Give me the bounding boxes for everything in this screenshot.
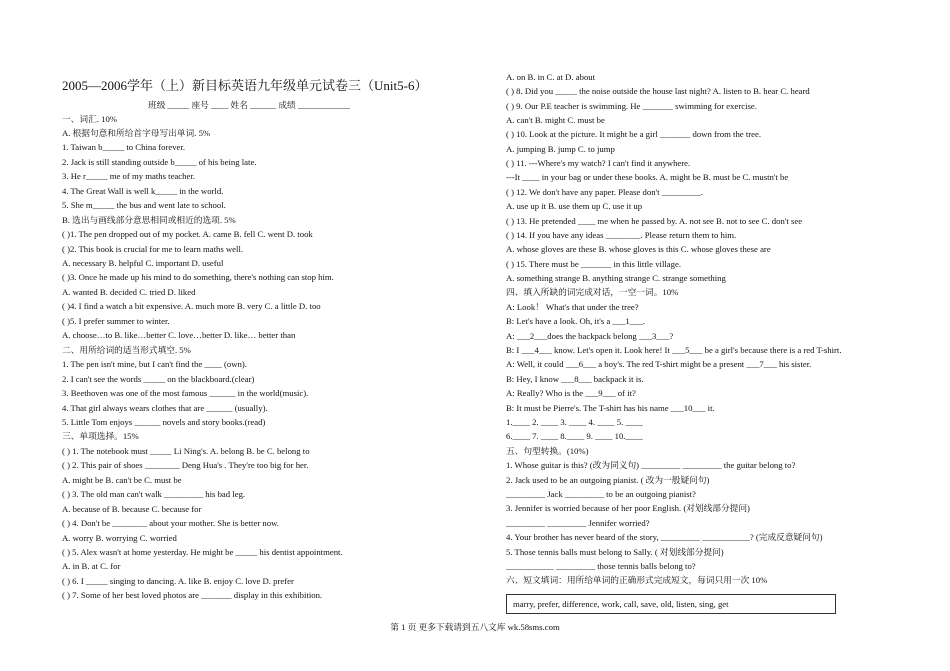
answer-line: _________ _________ Jennifer worried? (506, 518, 650, 528)
dialogue-line: B: Let's have a look. Oh, it's a ___1___. (506, 316, 645, 326)
option-line: A. because of B. because C. because for (62, 504, 202, 514)
question-line: 3. Beethoven was one of the most famous ______ in the world(music). (62, 388, 309, 398)
option-line: A. jumping B. jump C. to jump (506, 144, 615, 154)
option-line: A. might be B. can't be C. must be (62, 475, 182, 485)
section-heading: 二、用所给词的适当形式填空. 5% (62, 345, 191, 355)
option-line: A. use up it B. use them up C. use it up (506, 201, 643, 211)
question-line: 1. Whose guitar is this? (改为同义句) _________ _________ the guitar belong to? (506, 460, 796, 470)
section-heading: 六、短文填词：用所给单词的正确形式完成短文，每词只用一次 10% (506, 575, 768, 585)
section-heading: 四、填入所缺的词完成对话，一空一词。10% (506, 287, 679, 297)
question-line: ( ) 10. Look at the picture. It might be a girl _______ down from the tree. (506, 129, 762, 139)
sub-heading: B. 选出与画线部分意思相同或相近的选项. 5% (62, 215, 236, 225)
question-line: ( ) 4. Don't be ________ about your mother. She is better now. (62, 518, 279, 528)
question-line: ( ) 6. I _____ singing to dancing. A. like B. enjoy C. love D. prefer (62, 576, 294, 586)
question-line: 3. Jennifer is worried because of her poor English. (对划线部分提问) (506, 503, 750, 513)
section-heading: 一、词汇. 10% (62, 114, 118, 124)
question-line: 5. Little Tom enjoys ______ novels and story books.(read) (62, 417, 266, 427)
question-line: 2. Jack is still standing outside b_____ of his being late. (62, 157, 257, 167)
question-line: ( )2. This book is crucial for me to learn maths well. (62, 244, 244, 254)
question-line: ( )1. The pen dropped out of my pocket. A. came B. fell C. went D. took (62, 229, 313, 239)
question-line: ( )4. I find a watch a bit expensive. A. much more B. very C. a little D. too (62, 301, 321, 311)
question-line: ( ) 8. Did you _____ the noise outside the house last night? A. listen to B. hear C. heard (506, 86, 810, 96)
option-line: A. worry B. worrying C. worried (62, 533, 177, 543)
question-line: 3. He r_____ me of my maths teacher. (62, 171, 195, 181)
question-line: ( ) 11. ---Where's my watch? I can't find it anywhere. (506, 158, 691, 168)
section-heading: 五、句型转换。(10%) (506, 446, 589, 456)
answer-line: ___________ _________ those tennis balls belong to? (506, 561, 696, 571)
question-line: ( ) 1. The notebook must _____ Li Ning's. A. belong B. be C. belong to (62, 446, 310, 456)
dialogue-line: A: Look！ What's that under the tree? (506, 302, 639, 312)
option-line: A. whose gloves are these B. whose gloves is this C. whose gloves these are (506, 244, 771, 254)
question-line: ( ) 2. This pair of shoes ________ Deng Hua's . They're too big for her. (62, 460, 309, 470)
question-line: 5. Those tennis balls must belong to Sally. ( 对划线部分提问) (506, 547, 724, 557)
dialogue-line: A: Really? Who is the ___9___ of it? (506, 388, 636, 398)
question-line: 2. I can't see the words _____ on the blackboard.(clear) (62, 374, 255, 384)
option-line: A. can't B. might C. must be (506, 115, 605, 125)
dialogue-line: B: It must be Pierre's. The T-shirt has his name ___10___ it. (506, 403, 715, 413)
sub-heading: A. 根据句意和所给首字母写出单词. 5% (62, 128, 211, 138)
option-line: A. in B. at C. for (62, 561, 121, 571)
section-heading: 三、单项选择。15% (62, 431, 139, 441)
question-line: ( ) 3. The old man can't walk _________ his bad leg. (62, 489, 246, 499)
dialogue-line: B: Hey, I know ___8___ backpack it is. (506, 374, 644, 384)
question-line: 2. Jack used to be an outgoing pianist. ( 改为一般疑问句) (506, 475, 710, 485)
question-line: ---It ____ in your bag or under these books. A. might be B. must be C. mustn't be (506, 172, 789, 182)
question-line: ( ) 14. If you have any ideas ________. Please return them to him. (506, 230, 737, 240)
question-line: ( ) 15. There must be _______ in this little village. (506, 259, 682, 269)
question-line: ( )3. Once he made up his mind to do something, there's nothing can stop him. (62, 272, 334, 282)
student-info-line: 班级 _____ 座号 ____ 姓名 ______ 成绩 ____________ (148, 100, 350, 110)
page-footer: 第 1 页 更多下载请到五八文库 wk.58sms.com (390, 622, 560, 632)
dialogue-line: A: ___2___does the backpack belong ___3___? (506, 331, 674, 341)
question-line: 4. The Great Wall is well k_____ in the world. (62, 186, 224, 196)
answer-blanks: 1.____ 2. ____ 3. ____ 4. ____ 5. ____ (506, 417, 643, 427)
question-line: 4. Your brother has never heard of the story, _________ ___________? (完成反意疑问句) (506, 532, 823, 542)
question-line: 5. She m_____ the bus and went late to school. (62, 200, 226, 210)
question-line: 4. That girl always wears clothes that are ______ (usually). (62, 403, 268, 413)
dialogue-line: B: I ___4___ know. Let's open it. Look here! It ___5___ be a girl's because there is a red T-shirt. (506, 345, 842, 355)
dialogue-line: A: Well, it could ___6___ a boy's. The red T-shirt might be a present ___7___ his sister. (506, 359, 812, 369)
word-bank-box: marry, prefer, difference, work, call, save, old, listen, sing, get (506, 594, 836, 614)
question-line: 1. Taiwan b_____ to China forever. (62, 142, 186, 152)
question-line: ( ) 13. He pretended ____ me when he passed by. A. not see B. not to see C. don't see (506, 216, 803, 226)
page-title: 2005—2006学年（上）新目标英语九年级单元试卷三（Unit5-6） (62, 78, 428, 93)
question-line: 1. The pen isn't mine, but I can't find the ____ (own). (62, 359, 247, 369)
question-line: ( ) 9. Our P.E teacher is swimming. He _______ swimming for exercise. (506, 101, 757, 111)
answer-blanks: 6.____ 7. ____ 8.____ 9. ____ 10.____ (506, 431, 643, 441)
option-line: A. on B. in C. at D. about (506, 72, 596, 82)
question-line: ( ) 5. Alex wasn't at home yesterday. He might be _____ his dentist appointment. (62, 547, 343, 557)
option-line: A. something strange B. anything strange C. strange something (506, 273, 726, 283)
option-line: A. wanted B. decided C. tried D. liked (62, 287, 196, 297)
question-line: ( )5. I prefer summer to winter. (62, 316, 170, 326)
option-line: A. necessary B. helpful C. important D. useful (62, 258, 224, 268)
question-line: ( ) 7. Some of her best loved photos are _______ display in this exhibition. (62, 590, 323, 600)
question-line: ( ) 12. We don't have any paper. Please don't _________. (506, 187, 703, 197)
option-line: A. choose…to B. like…better C. love…better D. like… better than (62, 330, 296, 340)
answer-line: _________ Jack _________ to be an outgoing pianist? (506, 489, 696, 499)
